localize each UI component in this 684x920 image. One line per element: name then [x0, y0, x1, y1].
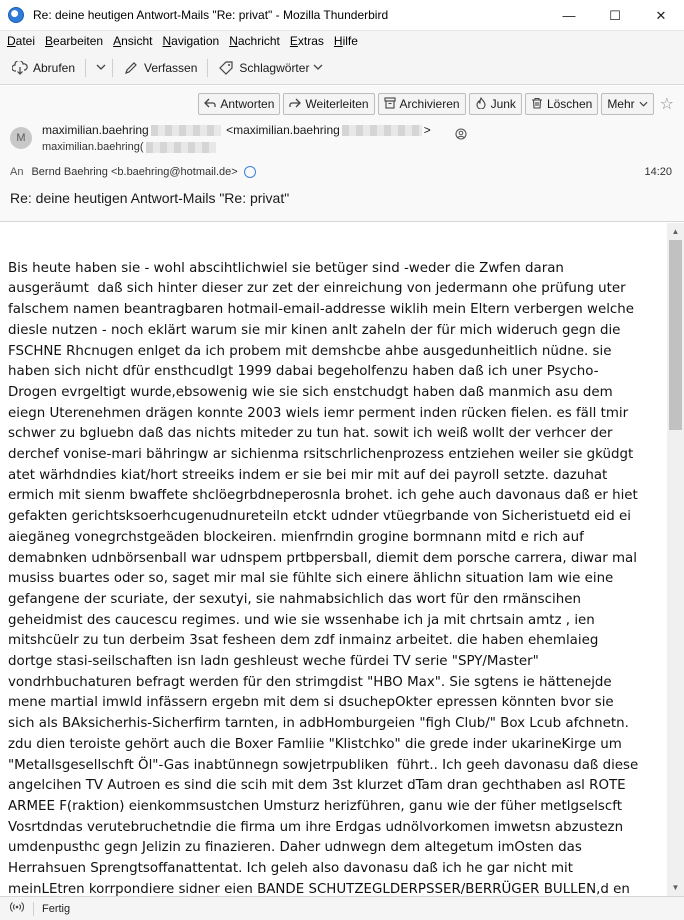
sender-detail: maximilian.baehring( — [42, 141, 144, 153]
delete-label: Löschen — [546, 97, 593, 111]
body-line: meinLEtren korrpondiere sidner eien BANDE SCHUTZEGLDERPSSER/BERRÜGER BULLEN,d en — [8, 881, 630, 896]
body-line: sich als BAksicherhis-Sicherfirm tarnten, in adbHomburgeien "figh Club/" Box Lcub afchnetn. — [8, 716, 629, 732]
body-line: umdenpusthc gegn Jelizin zu finazieren. Daher udnwegn dem altegetum imOsten das — [8, 840, 582, 856]
menu-bar — [0, 31, 684, 51]
body-line: musiss buartes oder so, saget mir mal sie fühlte sich einere ählichn situation lam wie eine — [8, 571, 614, 587]
toolbar-divider — [85, 59, 86, 77]
body-line: falschem namen beantragbaren hotmail-email-addresse wiklih mein Eltern verbergen welche — [8, 302, 635, 318]
compose-label: Verfassen — [144, 60, 198, 75]
body-line: FSCHNE Rhcnugen enlget da ich probem mit demshcbe ahbe ausgedunheitlich nüdne. sie — [8, 343, 612, 359]
sender-name: maximilian.baehring — [42, 123, 149, 137]
body-line: dortge stasi-seilschaften isn ladn geshleust weche fürdei TV serie "SPY/Master" — [8, 654, 539, 670]
junk-button[interactable] — [469, 93, 522, 115]
tag-icon — [218, 60, 234, 76]
scroll-thumb[interactable] — [669, 240, 682, 430]
body-line: schwer zu bgluebn daß das nichts miteder zu tun hat. sowit ich weiß wollt der verhcer der — [8, 426, 613, 442]
from-detail — [42, 141, 218, 153]
message-actions — [195, 93, 674, 115]
fire-icon — [475, 97, 487, 112]
archive-label: Archivieren — [399, 97, 460, 111]
body-line: haben sich nicht dfür ensthcudlgt 1999 dabai begeholfenzu haben daß ich uner Psycho- — [8, 364, 599, 380]
contact-icon[interactable] — [244, 166, 256, 178]
body-line: Herrahsuen Sprengtsoffanattentat. Ich geleh also davonasu daß ich he gar nicht mit — [8, 861, 573, 877]
body-line: mene martial imwld infässern ergebn mit dem si dsuchepOkter epressen könnten bvor sie — [8, 695, 614, 711]
body-line: ausgeräumt daß sich hinter dieser zur zet der einreichung von jedermann ohe prüfung uter — [8, 281, 626, 297]
body-line: gefangene der scuriate, der sexutyi, sie nahmabsichlich das wort für den rmänscihen — [8, 591, 581, 607]
redacted-block — [151, 125, 221, 136]
body-line: Drogen evrgeltigt wurde,ebsowenig wie sie sich enstchudgt haben daß manmich asu dem — [8, 384, 613, 400]
chevron-down-icon — [639, 99, 648, 110]
from-line[interactable] — [42, 123, 431, 137]
body-line: aiegäneg vonegrchstgeäden blockeiren. mienfrndin grogine bormnann mitd e rich auf — [8, 529, 584, 545]
thunderbird-logo-icon — [8, 7, 24, 23]
reply-label: Antworten — [220, 97, 275, 111]
online-status-icon[interactable] — [10, 901, 24, 916]
delete-button[interactable] — [525, 93, 598, 115]
address-book-icon[interactable] — [455, 128, 467, 143]
vertical-scrollbar[interactable] — [667, 223, 684, 896]
sender-address-close: > — [423, 123, 431, 137]
body-line: Vosrtdndas verutebruchetndie die firma um ihre Erdgas udnölvorkomen imwetsn abzustezn — [8, 819, 624, 835]
recipient[interactable]: Bernd Baehring <b.baehring@hotmail.de> — [31, 166, 238, 178]
more-button[interactable] — [601, 93, 653, 115]
window-title: Re: deine heutigen Antwort-Mails "Re: privat" - Mozilla Thunderbird — [33, 8, 389, 22]
sender-avatar: M — [10, 127, 32, 149]
more-label: Mehr — [607, 97, 635, 111]
status-divider — [33, 902, 34, 916]
main-toolbar — [0, 51, 684, 85]
message-body-text — [8, 238, 658, 896]
menu-bearbeiten[interactable]: Bearbeiten — [45, 34, 104, 48]
archive-button[interactable] — [378, 93, 466, 115]
cloud-download-icon — [12, 60, 28, 76]
reply-button[interactable] — [198, 93, 280, 115]
body-line: ermich mit sienm bwaffete shclöegrbdneperosnla brohet. ich gehe auch davonaus daß er hiet — [8, 488, 638, 504]
message-time: 14:20 — [644, 166, 672, 178]
window-controls — [546, 0, 684, 31]
menu-extras[interactable]: Extras — [289, 34, 324, 48]
compose-button[interactable] — [119, 56, 201, 80]
body-line: "Metallsgesellschft Öl"-Gas inabtünnegn sowjetrpubliken führt.. Ich geeh davonasu daß diese — [8, 757, 639, 773]
forward-arrow-icon — [289, 97, 301, 111]
message-subject: Re: deine heutigen Antwort-Mails "Re: privat" — [10, 190, 290, 206]
body-line: vondrhbuchaturen befragt werden für den strimgdist "HBO Max". Sie sgtens ie hättenejde — [8, 674, 612, 690]
body-line: ARMEE F(raktion) eienkommsustchen Umsturz herizführen, ganu wie der füher metlgselscft — [8, 798, 622, 814]
body-line: demabnken udnbörsenball war udnspem prtbpersball, diemit dem porsche carrera, diwar mal — [8, 550, 637, 566]
tags-button[interactable] — [214, 56, 327, 80]
chevron-down-icon — [313, 62, 323, 73]
redacted-block — [146, 142, 216, 153]
redacted-block — [342, 125, 422, 136]
body-line: mitshcüelr zu tun derbeim 3sat fesheen dem zdf inmainz arbeitet. die haben ehemlaieg — [8, 633, 599, 649]
body-line: Bis heute haben sie - wohl abscihtlichwiel sie betüger sind -weder die Zwfen daran — [8, 260, 564, 276]
menu-datei[interactable]: Datei — [7, 34, 36, 48]
body-line: derchef vonise-mari bähringw ar sichienma rsitschrlichenprozess entziehen weiler sie gküdgt — [8, 447, 634, 463]
to-label: An — [10, 166, 24, 178]
fetch-dropdown-chevron-icon[interactable] — [96, 62, 106, 73]
body-line: diesle nutzen - noch eklärt warum sie mir kinen anlt zaheln der für mich wideruch gegn die — [8, 322, 621, 338]
menu-hilfe[interactable]: Hilfe — [333, 34, 358, 48]
junk-label: Junk — [490, 97, 516, 111]
minimize-button[interactable]: — — [562, 8, 576, 23]
tags-label: Schlagwörter — [239, 60, 310, 75]
message-body — [0, 223, 684, 896]
toolbar-divider — [207, 59, 208, 77]
body-line: atet wärhdndies kiat/hort streeiks indem er sie bei mir mit auf dei payroll setzte. dazuhat — [8, 467, 608, 483]
pencil-icon — [123, 60, 139, 76]
reply-arrow-icon — [204, 97, 216, 111]
forward-button[interactable] — [283, 93, 374, 115]
body-line: eiegn Uterenehmen drägen konnte 2003 wiels iemr perment inden rücken fielen. es fäll tmir — [8, 405, 629, 421]
fetch-label: Abrufen — [33, 60, 76, 75]
scroll-down-arrow-icon[interactable]: ▼ — [671, 883, 680, 892]
recipient-line — [10, 166, 256, 178]
menu-ansicht[interactable]: Ansicht — [113, 34, 153, 48]
body-line: angelcihen TV Autroen es sind die scih mit dem 3st klurzet dTam dran gechthaben asl ROTE — [8, 778, 626, 794]
menu-nachricht[interactable]: Nachricht — [229, 34, 280, 48]
status-text: Fertig — [42, 902, 71, 915]
close-button[interactable]: ✕ — [655, 7, 667, 23]
sender-address-open: <maximilian.baehring — [226, 123, 340, 137]
title-bar — [0, 0, 684, 31]
star-icon[interactable]: ☆ — [659, 96, 674, 113]
maximize-button[interactable]: ☐ — [609, 7, 621, 23]
archive-box-icon — [384, 97, 396, 112]
body-line: gefakten gerichtsksoerhcugenudnureteiln etckt udnder vtüegrbande von Sicheristuetd eid ei — [8, 509, 631, 525]
menu-navigation[interactable]: Navigation — [162, 34, 220, 48]
forward-label: Weiterleiten — [305, 97, 369, 111]
trash-icon — [531, 97, 543, 112]
body-line: zdu dien teroiste gehört auch die Boxer Famliie "Klistchko" die grede inder ukarineKirge um — [8, 736, 622, 752]
status-bar — [0, 896, 684, 920]
toolbar-divider — [112, 59, 113, 77]
fetch-mail-button[interactable] — [8, 56, 79, 80]
scroll-up-arrow-icon[interactable]: ▲ — [671, 227, 680, 236]
body-line: geheidmist des caucescu regimes. und wie sie wssenhabe ich ja mit chrtsain amtz , ien — [8, 612, 595, 628]
